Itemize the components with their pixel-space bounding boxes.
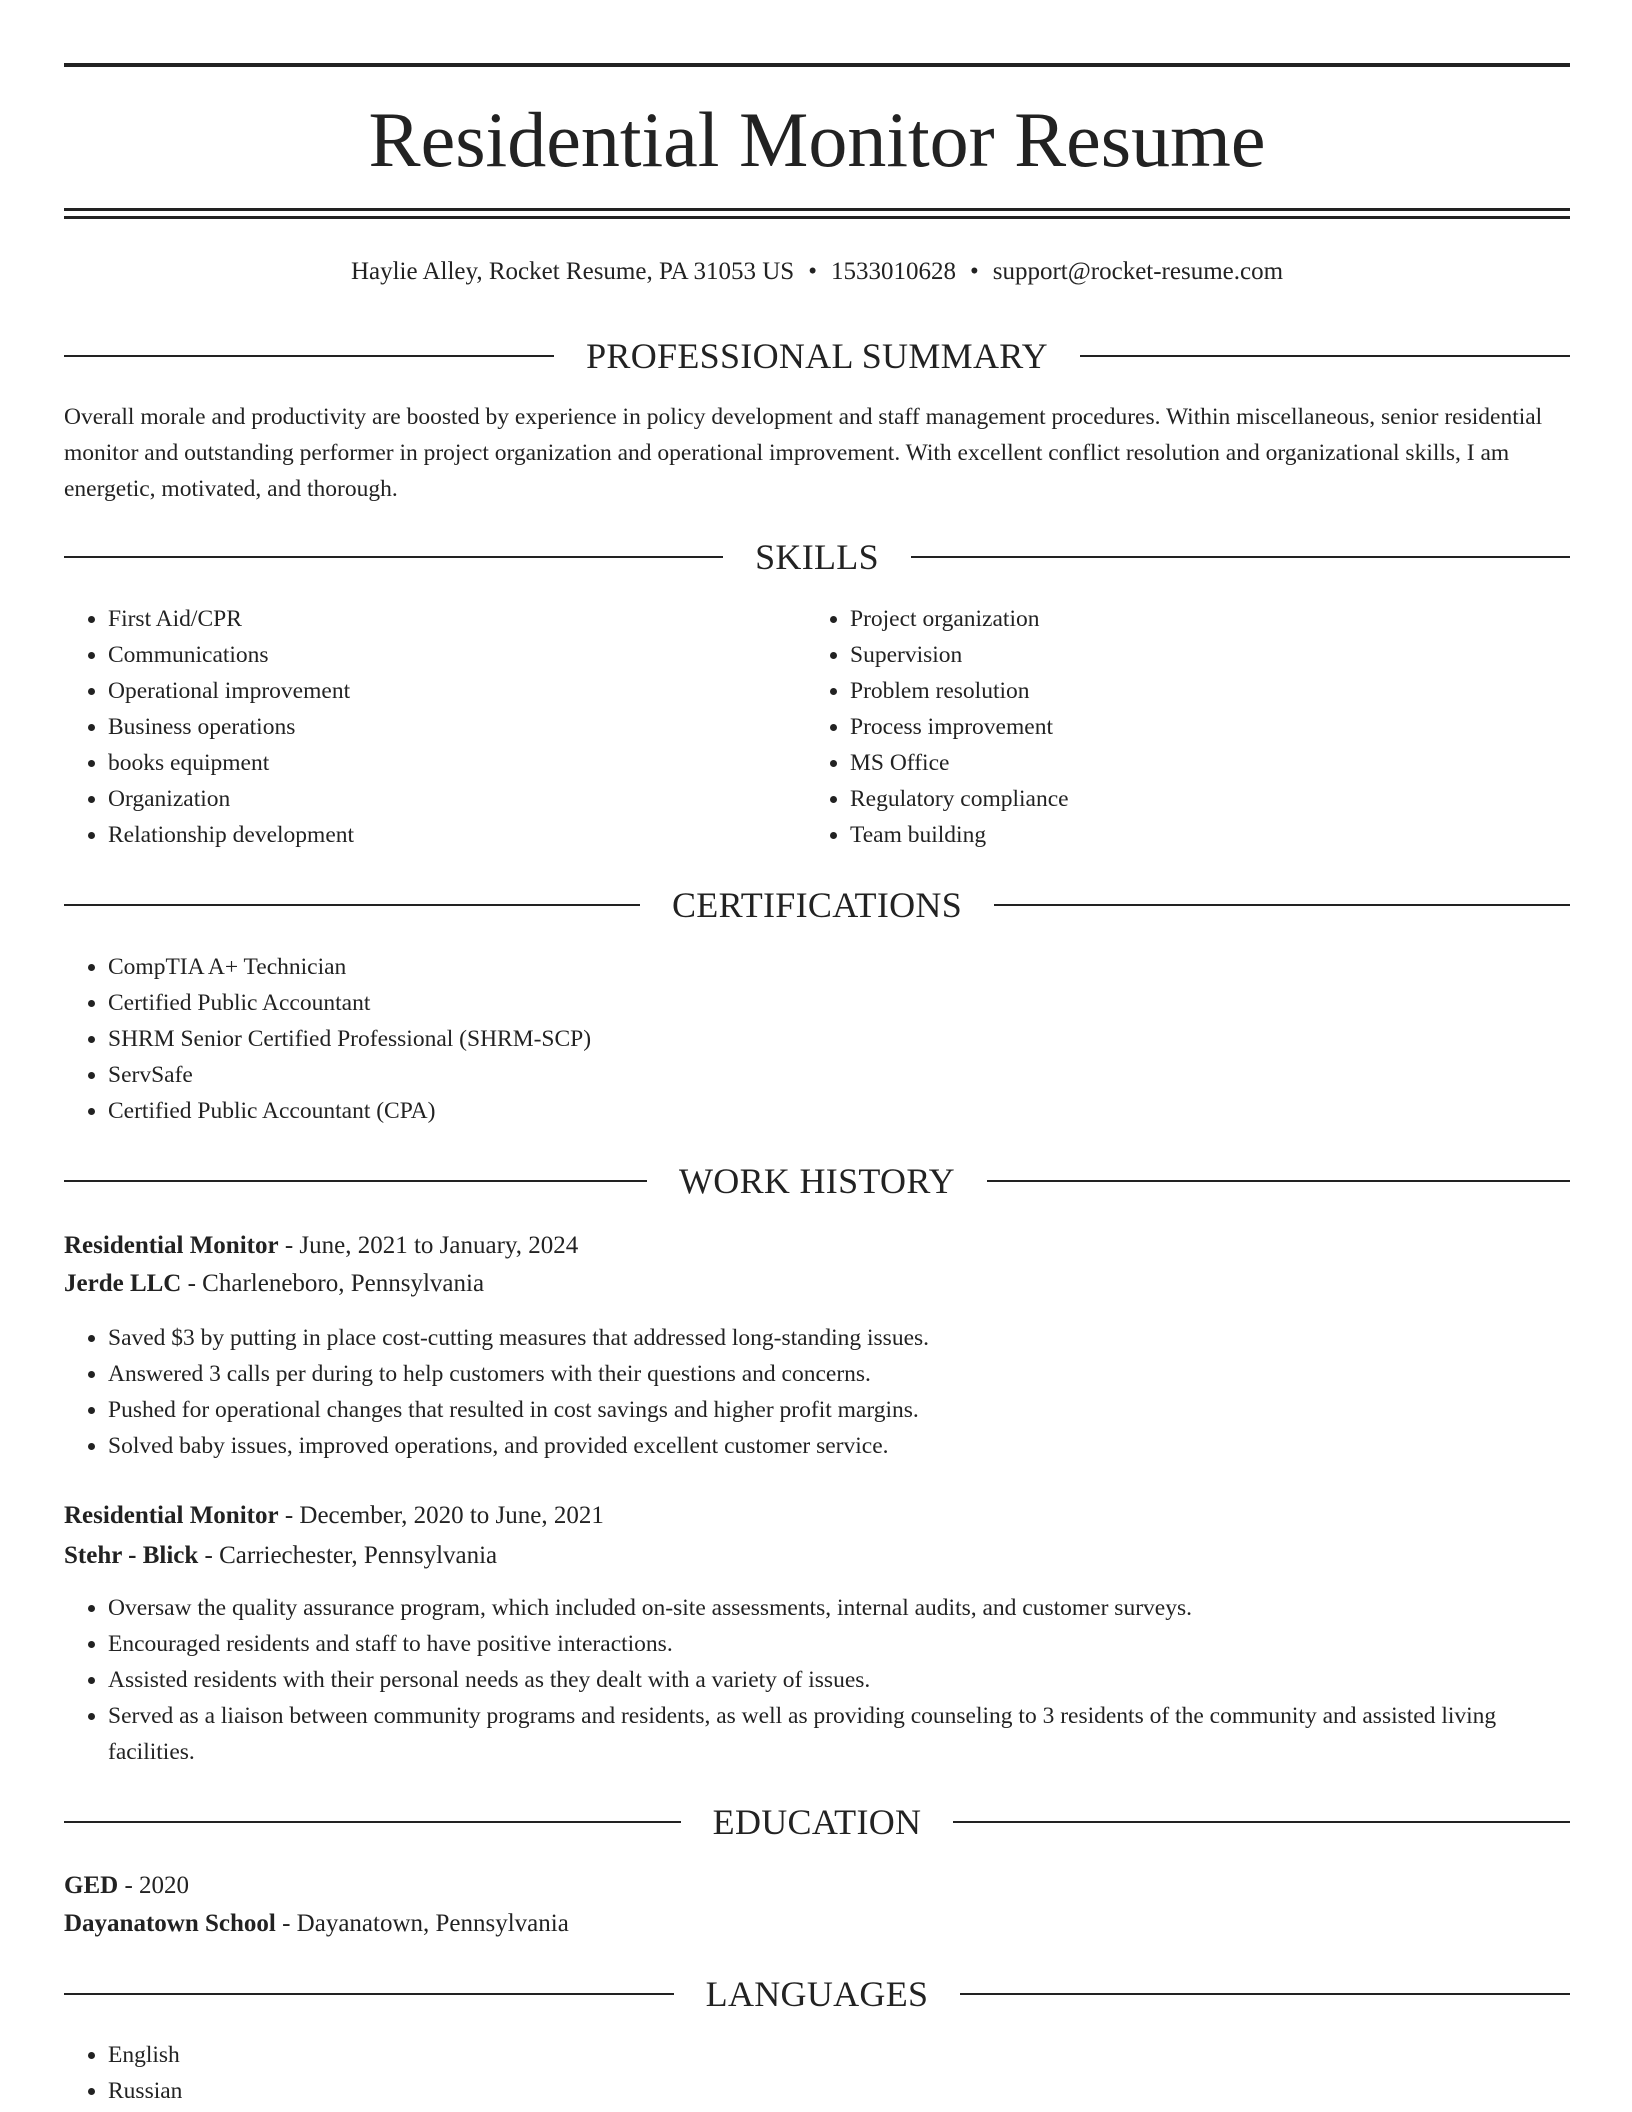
contact-email: support@rocket-resume.com — [992, 258, 1284, 285]
heading-rule-right — [953, 1821, 1570, 1823]
skill-item: • Project organization — [850, 601, 1550, 637]
skills-heading: SKILLS — [755, 537, 879, 577]
skill-item: • Business operations — [108, 709, 788, 745]
heading-rule-right — [911, 556, 1570, 558]
job-location: - Charleneboro, Pennsylvania — [181, 1270, 485, 1297]
contact-phone: 1533010628 — [830, 258, 956, 285]
skill-item: • Problem resolution — [850, 673, 1550, 709]
education-degree: GED — [64, 1872, 119, 1899]
job-bullet: • Encouraged residents and staff to have positive interactions. — [108, 1626, 1568, 1662]
job-location: - Carriechester, Pennsylvania — [198, 1542, 498, 1569]
certification-item: • SHRM Senior Certified Professional (SHRM-SCP) — [108, 1021, 1568, 1057]
education-year: - 2020 — [118, 1872, 190, 1899]
job-company-line — [64, 1537, 1570, 1575]
heading-rule-left — [64, 1180, 647, 1182]
skill-item: • Organization — [108, 781, 788, 817]
job-title-line — [64, 1227, 1570, 1265]
work-heading: WORK HISTORY — [679, 1161, 955, 1201]
skill-item: • Relationship development — [108, 817, 788, 853]
job-bullet: • Oversaw the quality assurance program, which included on-site assessments, internal audits, and customer surveys. — [108, 1590, 1568, 1626]
contact-separator: • — [808, 258, 817, 285]
heading-rule-left — [64, 556, 723, 558]
certification-item: • CompTIA A+ Technician — [108, 949, 1568, 985]
section-heading-summary — [64, 334, 1570, 378]
languages-heading: LANGUAGES — [705, 1974, 929, 2014]
job-dates: - June, 2021 to January, 2024 — [278, 1232, 579, 1259]
job-bullet: • Saved $3 by putting in place cost-cutting measures that addressed long-standing issues. — [108, 1320, 1568, 1356]
job-bullet: • Assisted residents with their personal needs as they dealt with a variety of issues. — [108, 1662, 1568, 1698]
job-dates: - December, 2020 to June, 2021 — [278, 1502, 604, 1529]
section-heading-skills — [64, 535, 1570, 579]
title-top-rule — [64, 63, 1570, 67]
certifications-list — [64, 949, 1568, 1129]
job-title: Residential Monitor — [64, 1502, 279, 1529]
contact-separator: • — [969, 258, 979, 285]
job-bullet: • Served as a liaison between community programs and residents, as well as providing counseling to 3 residents of the community and assisted living facilities. — [108, 1698, 1568, 1770]
heading-rule-left — [64, 1993, 674, 1995]
language-item: • English — [108, 2037, 1568, 2073]
summary-heading: PROFESSIONAL SUMMARY — [586, 336, 1048, 376]
document-title: Residential Monitor Resume — [368, 96, 1266, 183]
title-bottom-rule-1 — [64, 208, 1570, 211]
title-bottom-rule-2 — [64, 216, 1570, 219]
heading-rule-right — [1080, 355, 1570, 357]
certification-item: • Certified Public Accountant — [108, 985, 1568, 1021]
contact-address: Haylie Alley, Rocket Resume, PA 31053 US — [350, 258, 795, 285]
job-title-line — [64, 1497, 1570, 1535]
skill-item: • books equipment — [108, 745, 788, 781]
skill-item: • Communications — [108, 637, 788, 673]
certification-item: • Certified Public Accountant (CPA) — [108, 1093, 1568, 1129]
job-title: Residential Monitor — [64, 1232, 279, 1259]
skill-item: • Team building — [850, 817, 1550, 853]
certifications-heading: CERTIFICATIONS — [671, 885, 963, 925]
contact-line — [64, 256, 1570, 288]
section-heading-languages — [64, 1972, 1570, 2016]
job-company-line — [64, 1265, 1570, 1303]
skill-item: • First Aid/CPR — [108, 601, 788, 637]
job-bullets — [64, 1590, 1568, 1770]
section-heading-education — [64, 1800, 1570, 1844]
section-heading-work — [64, 1159, 1570, 1203]
education-heading: EDUCATION — [712, 1802, 922, 1842]
skill-item: • Operational improvement — [108, 673, 788, 709]
skill-item: • Process improvement — [850, 709, 1550, 745]
languages-list — [64, 2037, 1568, 2109]
job-company: Jerde LLC — [64, 1270, 182, 1297]
heading-rule-right — [994, 904, 1570, 906]
heading-rule-left — [64, 355, 554, 357]
certification-item: • ServSafe — [108, 1057, 1568, 1093]
heading-rule-right — [960, 1993, 1570, 1995]
job-company: Stehr - Blick — [64, 1542, 199, 1569]
education-school-line — [64, 1905, 1570, 1943]
heading-rule-left — [64, 904, 640, 906]
heading-rule-left — [64, 1821, 681, 1823]
job-bullets — [64, 1320, 1568, 1464]
job-bullet: • Solved baby issues, improved operations, and provided excellent customer service. — [108, 1428, 1568, 1464]
skill-item: • Regulatory compliance — [850, 781, 1550, 817]
skill-item: • Supervision — [850, 637, 1550, 673]
job-bullet: • Pushed for operational changes that resulted in cost savings and higher profit margins. — [108, 1392, 1568, 1428]
skills-list-right — [806, 601, 1550, 853]
education-degree-line — [64, 1867, 1570, 1905]
section-heading-certifications — [64, 883, 1570, 927]
heading-rule-right — [987, 1180, 1570, 1182]
education-location: - Dayanatown, Pennsylvania — [275, 1910, 569, 1937]
skills-list-left — [64, 601, 788, 853]
education-school: Dayanatown School — [64, 1910, 276, 1937]
skill-item: • MS Office — [850, 745, 1550, 781]
language-item: • Russian — [108, 2073, 1568, 2109]
job-bullet: • Answered 3 calls per during to help customers with their questions and concerns. — [108, 1356, 1568, 1392]
summary-text: Overall morale and productivity are boosted by experience in policy development and staff management procedures. Within miscellaneous, senior residential monitor and outstanding performer in project organization and operational improvement. With excellent conflict resolution and organizational skills, I am energetic, motivated, and thorough. — [64, 404, 1543, 502]
